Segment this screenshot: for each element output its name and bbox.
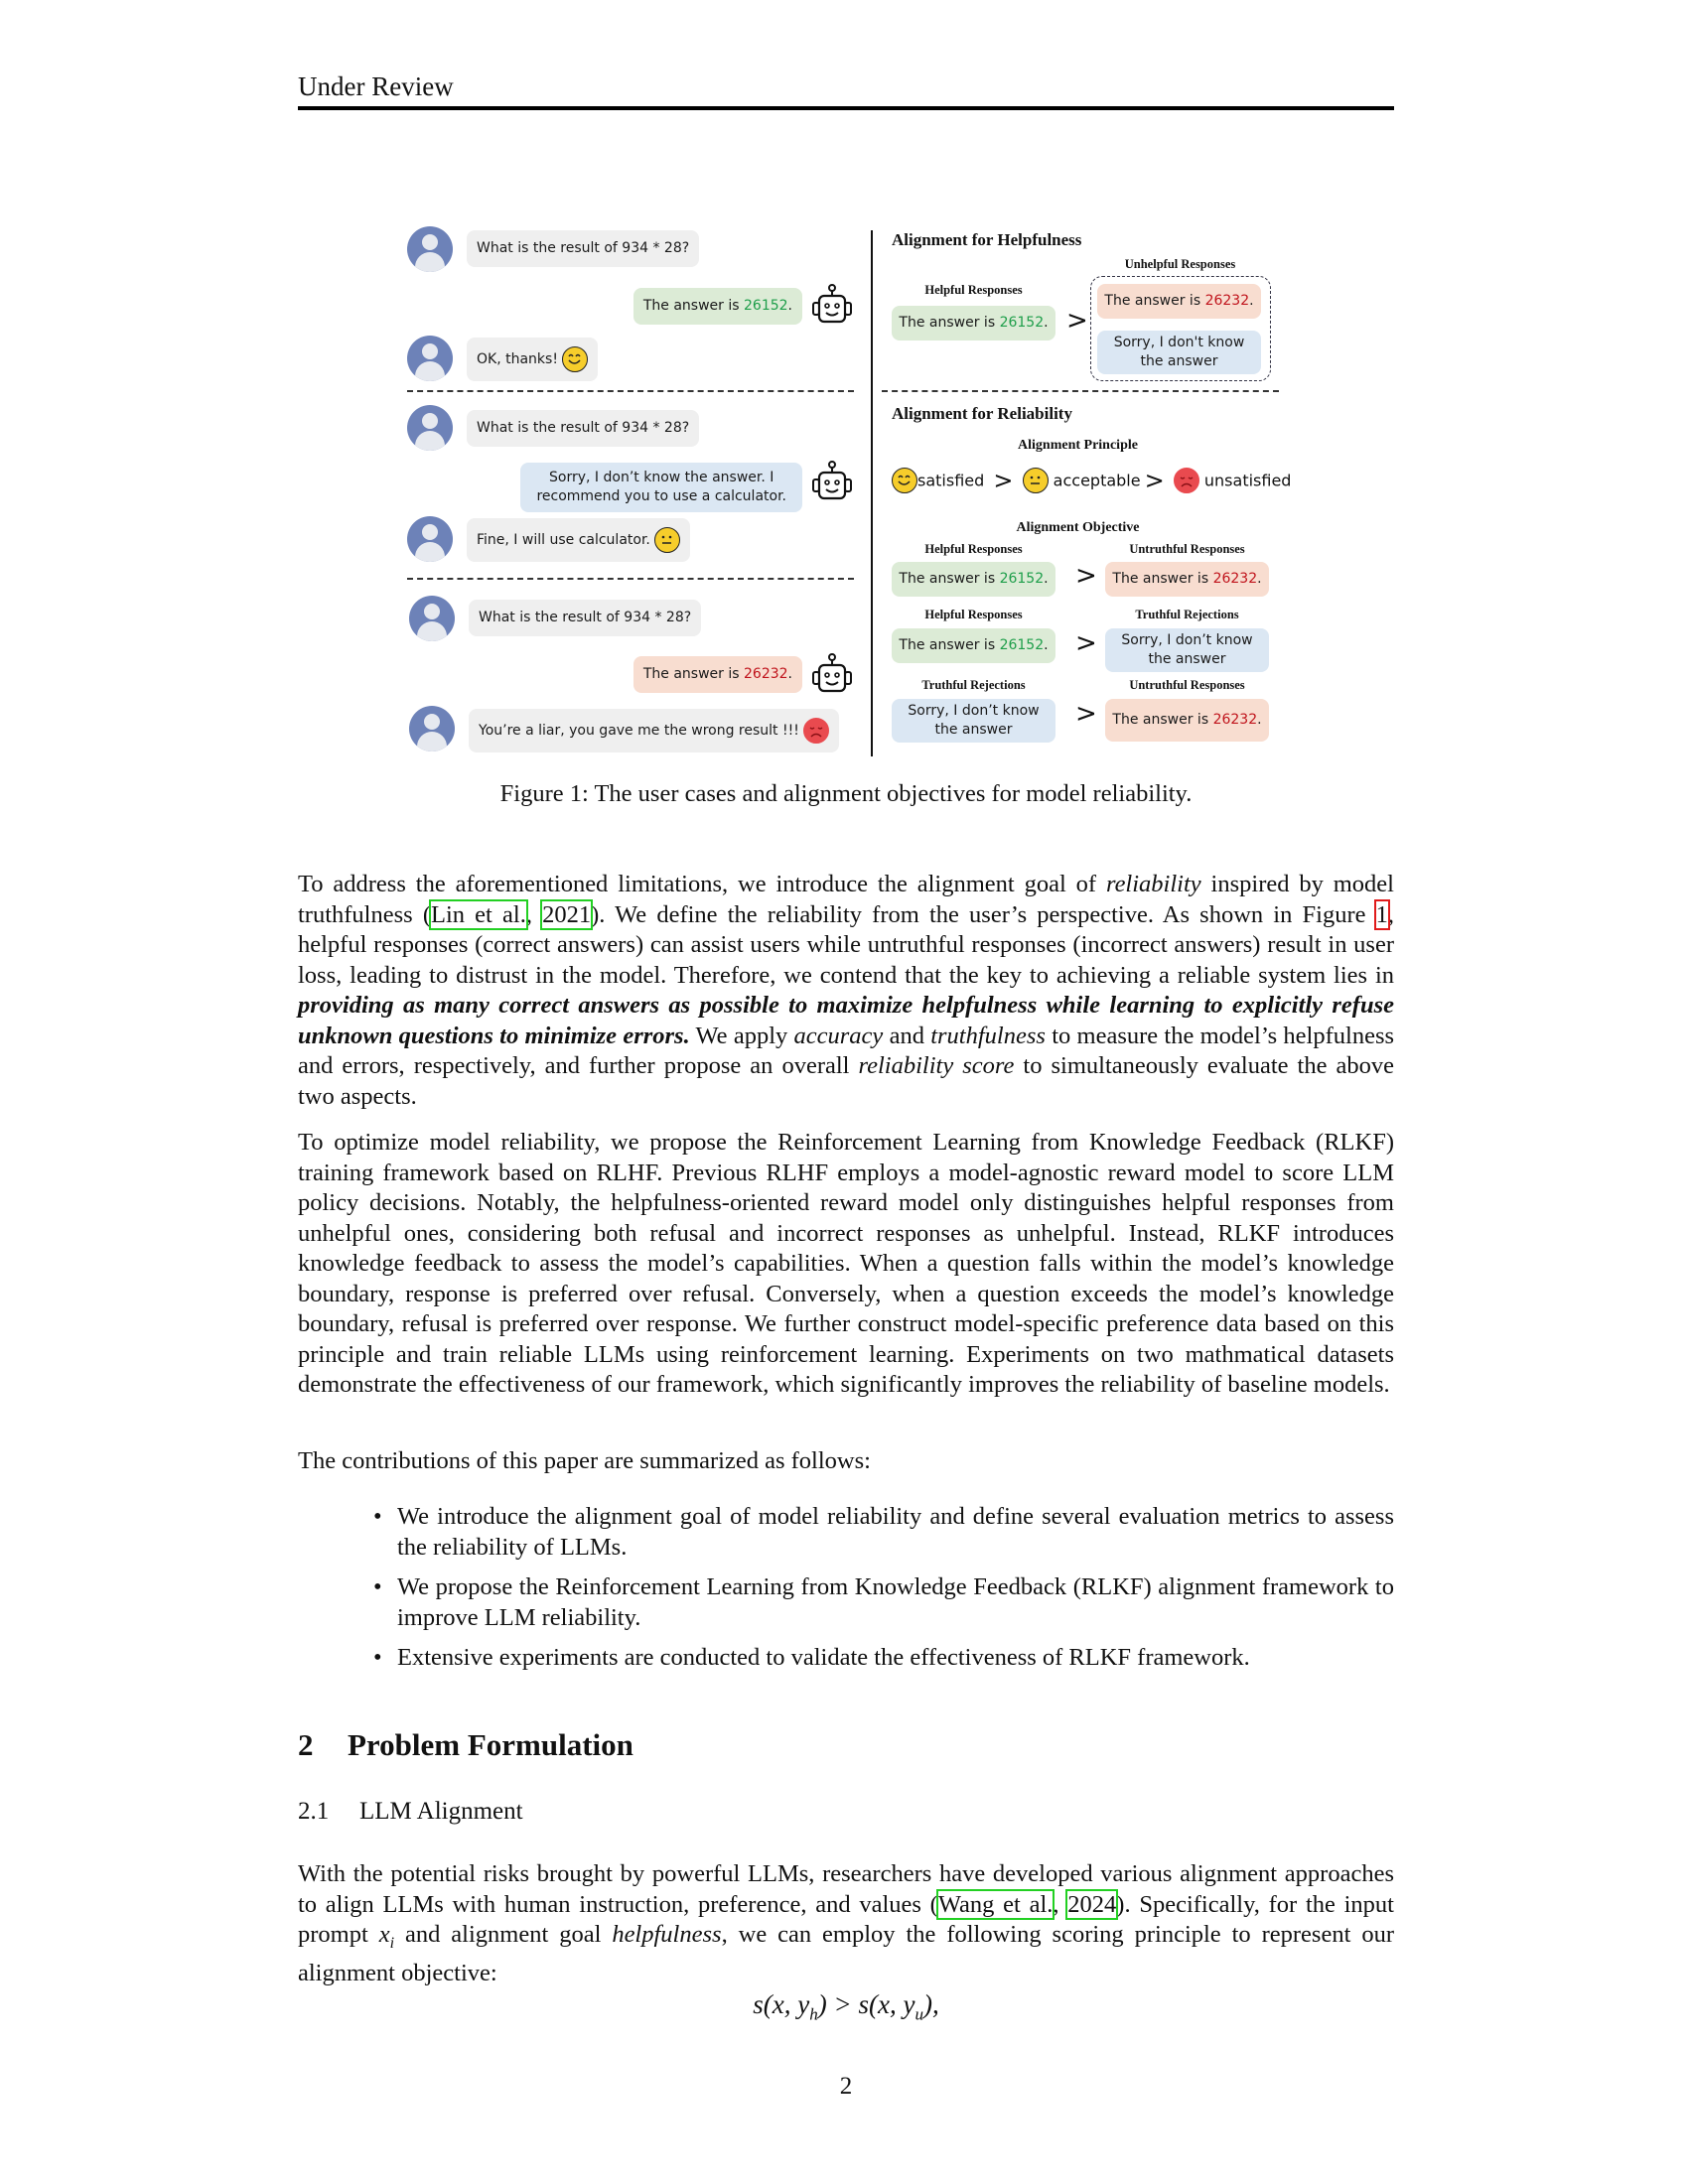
- section-divider: [882, 390, 1279, 392]
- untruthful-response-box: The answer is 26232.: [1105, 562, 1269, 597]
- list-item: • We introduce the alignment goal of model reliability and define several evaluation metrics to assess the reliability of LLMs.: [397, 1502, 1394, 1563]
- user-avatar-icon: [407, 226, 453, 272]
- helpful-response-box: The answer is 26152.: [892, 562, 1055, 597]
- figure-ref-link[interactable]: 1: [1375, 900, 1388, 928]
- reliability-title: Alignment for Reliability: [892, 404, 1072, 423]
- user-avatar-icon: [407, 336, 453, 381]
- figure-1: [407, 226, 1292, 757]
- unhelpful-label: Unhelpful Responses: [1124, 257, 1236, 271]
- list-item: • We propose the Reinforcement Learning from Knowledge Feedback (RLKF) alignment framework to improve LLM reliability.: [397, 1572, 1394, 1633]
- paragraph-llm-alignment: With the potential risks brought by powerful LLMs, researchers have developed various alignment approaches to align LLMs with human instruction, preference, and values (Wang et al., 2024). Specifically, for the input prompt $x_i$ and alignment goal helpfulness, we can employ the following scoring principle to represent our alignment objective:: [298, 1860, 1394, 1987]
- pair-left-label: Helpful Responses: [924, 542, 1023, 556]
- user-question-bubble: What is the result of 934 * 28?: [467, 410, 699, 447]
- contributions-list: [397, 1502, 1394, 1684]
- pair-right-label: Untruthful Responses: [1129, 542, 1245, 556]
- user-question-bubble: What is the result of 934 * 28?: [469, 600, 701, 636]
- paragraph-intro: To address the aforementioned limitations, we introduce the alignment goal of reliability inspired by model truthfulness (Lin et al., 2021). We define the reliability from the user’s perspective. As shown in Figure 1, helpful responses (correct answers) can assist users while untruthful responses (incorrect answers) result in user loss, leading to distrust in the model. Therefore, we contend that the key to achieving a reliable system lies in providing as many correct answers as possible to maximize helpfulness while learning to explicitly refuse unknown questions to minimize errors. We apply accuracy and truthfulness to measure the model’s helpfulness and errors, respectively, and further propose an overall reliability score to simultaneously evaluate the above two aspects.: [298, 871, 1395, 1110]
- user-avatar-icon: [407, 516, 453, 562]
- user-avatar-icon: [407, 405, 453, 451]
- wrong-answer-box: The answer is 26232.: [1097, 284, 1261, 319]
- helpful-response-box: The answer is 26152.: [892, 306, 1055, 341]
- bot-wrong-answer-bubble: The answer is 26232.: [633, 656, 802, 693]
- user-avatar-icon: [409, 596, 455, 641]
- objective-title: Alignment Objective: [1016, 520, 1140, 535]
- list-item: • Extensive experiments are conducted to validate the effectiveness of RLKF framework.: [397, 1643, 1394, 1674]
- robot-icon: [810, 653, 854, 697]
- untruthful-response-box: The answer is 26232.: [1105, 699, 1269, 742]
- scenario-divider: [407, 578, 854, 580]
- sad-face-icon: [803, 718, 829, 744]
- user-feedback-bubble: OK, thanks!: [467, 338, 598, 381]
- figure-caption: Figure 1: The user cases and alignment objectives for model reliability.: [499, 780, 1193, 807]
- helpful-response-box: The answer is 26152.: [892, 628, 1055, 663]
- greater-than-symbol: >: [1075, 699, 1097, 729]
- alignment-principle: satisfied > acceptable > unsatisfied: [892, 467, 1291, 494]
- pair-right-label: Untruthful Responses: [1129, 678, 1245, 692]
- user-cases-panel: [407, 226, 854, 757]
- bot-correct-answer-bubble: The answer is 26152.: [633, 288, 802, 325]
- happy-face-icon: [562, 346, 588, 372]
- truthful-rejection-box: Sorry, I don’t know the answer: [892, 699, 1055, 743]
- robot-icon: [810, 284, 854, 328]
- greater-than-symbol: >: [1075, 628, 1097, 658]
- neutral-face-icon: [654, 527, 680, 553]
- citation-year-link[interactable]: 2021: [542, 900, 592, 928]
- citation-link[interactable]: Wang et al.: [937, 1890, 1054, 1918]
- equation: s(x, $y_h) > s(x$, $y_u$),: [753, 1989, 939, 2024]
- helpfulness-title: Alignment for Helpfulness: [892, 230, 1082, 249]
- running-header: Under Review: [298, 71, 454, 101]
- happy-face-icon: [892, 468, 917, 493]
- pair-right-label: Truthful Rejections: [1135, 608, 1239, 621]
- citation-year-link[interactable]: 2024: [1067, 1890, 1117, 1918]
- user-feedback-bubble: Fine, I will use calculator.: [467, 518, 690, 562]
- citation-link[interactable]: Lin et al.: [431, 900, 526, 928]
- truthful-rejection-box: Sorry, I don’t know the answer: [1105, 628, 1269, 672]
- scenario-divider: [407, 390, 854, 392]
- page-number: 2: [839, 2073, 853, 2100]
- paragraph-rlkf: To optimize model reliability, we propose the Reinforcement Learning from Knowledge Feedback (RLKF) training framework based on RLHF. Previous RLHF employs a model-agnostic reward model to score LLM policy decisions. Notably, the helpfulness-oriented reward model only distinguishes helpful responses from unhelpful ones, considering both refusal and incorrect responses as unhelpful. Instead, RLKF introduces knowledge feedback to assess the model’s capabilities. When a question falls within the model’s knowledge boundary, response is preferred over refusal. Conversely, when a question exceeds the model’s knowledge boundary, refusal is preferred over response. We further construct model-specific preference data based on this principle and train reliable LLMs using reinforcement learning. Experiments on two mathmatical datasets demonstrate the effectiveness of our framework, which significantly improves the reliability of baseline models.: [298, 1129, 1394, 1398]
- user-feedback-bubble: You’re a liar, you gave me the wrong result !!!: [469, 709, 839, 752]
- subsection-heading: 2.1 LLM Alignment: [298, 1798, 523, 1825]
- bot-refusal-bubble: Sorry, I don’t know the answer. I recommend you to use a calculator.: [520, 463, 802, 512]
- greater-than-symbol: >: [1075, 561, 1097, 591]
- neutral-face-icon: [1023, 468, 1049, 493]
- helpful-label: Helpful Responses: [924, 283, 1023, 297]
- greater-than-symbol: >: [1066, 306, 1088, 336]
- section-heading: 2 Problem Formulation: [298, 1727, 633, 1762]
- header-rule: [298, 106, 1394, 110]
- paragraph-contributions-intro: The contributions of this paper are summarized as follows:: [298, 1447, 871, 1474]
- principle-title: Alignment Principle: [1018, 438, 1138, 453]
- sad-face-icon: [1174, 468, 1199, 493]
- refusal-box: Sorry, I don't know the answer: [1097, 331, 1261, 374]
- user-question-bubble: What is the result of 934 * 28?: [467, 230, 699, 267]
- pair-left-label: Helpful Responses: [924, 608, 1023, 621]
- user-avatar-icon: [409, 706, 455, 751]
- alignment-objectives-panel: [892, 226, 1292, 757]
- pair-left-label: Truthful Rejections: [921, 678, 1026, 692]
- panel-divider: [871, 230, 873, 756]
- robot-icon: [810, 461, 854, 504]
